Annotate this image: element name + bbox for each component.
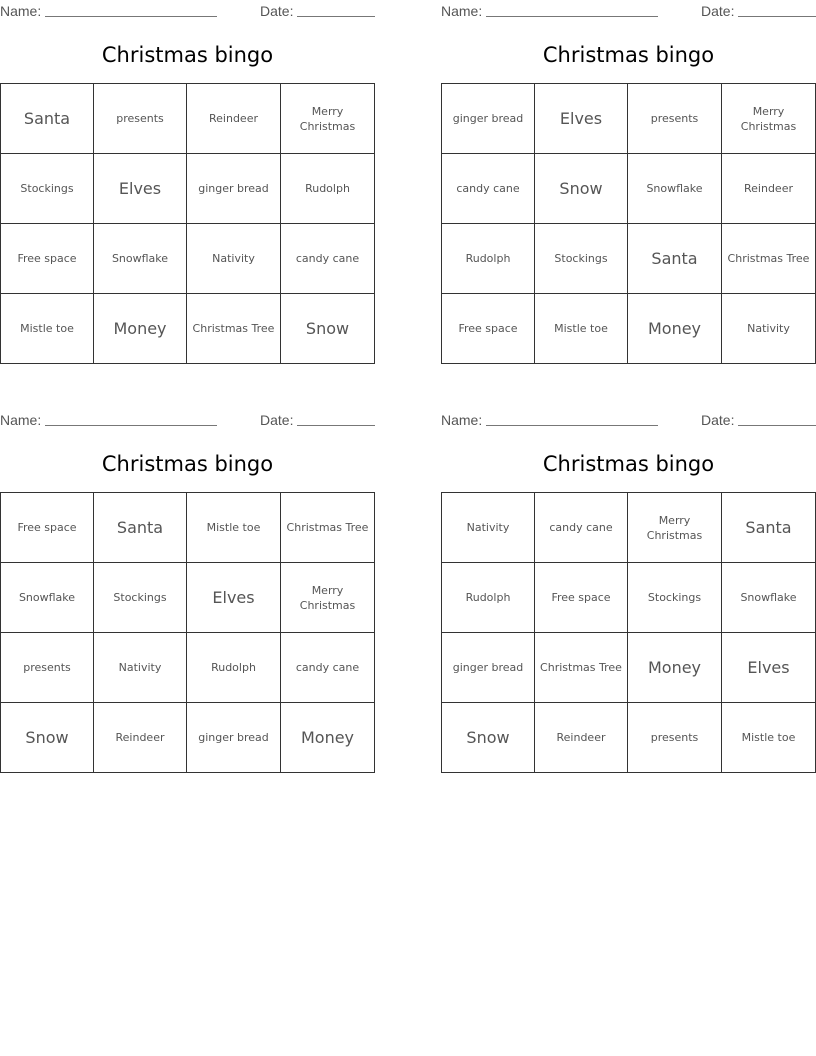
bingo-cell: Christmas Tree (281, 493, 375, 563)
bingo-cell: Snowflake (628, 154, 722, 224)
date-blank-line (738, 16, 816, 17)
date-blank-line (297, 16, 375, 17)
bingo-cell: Free space (1, 493, 94, 563)
bingo-cell: Merry Christmas (722, 84, 816, 154)
bingo-cell: Rudolph (187, 633, 281, 703)
bingo-cell: Snowflake (722, 563, 816, 633)
bingo-cell: Stockings (1, 154, 94, 224)
bingo-cell: Christmas Tree (535, 633, 628, 703)
bingo-cell: ginger bread (442, 84, 535, 154)
bingo-cell: ginger bread (187, 703, 281, 773)
bingo-cell: presents (94, 84, 187, 154)
bingo-card-3 (0, 409, 375, 773)
bingo-cell: Merry Christmas (628, 493, 722, 563)
bingo-cell: Reindeer (722, 154, 816, 224)
bingo-cell: Merry Christmas (281, 84, 375, 154)
bingo-cell: Rudolph (281, 154, 375, 224)
card-title: Christmas bingo (542, 452, 715, 476)
bingo-cell: Money (94, 294, 187, 364)
name-blank-line (45, 16, 217, 17)
name-label: Name: (441, 3, 483, 19)
card-title: Christmas bingo (542, 43, 715, 67)
bingo-cell: candy cane (281, 224, 375, 294)
date-blank-line (738, 425, 816, 426)
bingo-cell: Santa (94, 493, 187, 563)
bingo-cell: presents (1, 633, 94, 703)
bingo-cell: Elves (535, 84, 628, 154)
bingo-cell: Free space (1, 224, 94, 294)
bingo-cell: Money (628, 633, 722, 703)
bingo-cell: Snowflake (94, 224, 187, 294)
bingo-cell: presents (628, 84, 722, 154)
bingo-card-2 (441, 0, 816, 364)
name-blank-line (486, 16, 658, 17)
bingo-cell: candy cane (281, 633, 375, 703)
bingo-cell: Money (281, 703, 375, 773)
bingo-cell: Rudolph (442, 563, 535, 633)
bingo-cell: Christmas Tree (187, 294, 281, 364)
date-label: Date: (260, 412, 294, 428)
bingo-cell: Snow (442, 703, 535, 773)
bingo-cell: Mistle toe (722, 703, 816, 773)
bingo-cell: Mistle toe (187, 493, 281, 563)
bingo-cell: Reindeer (535, 703, 628, 773)
bingo-cell: Mistle toe (1, 294, 94, 364)
bingo-cell: candy cane (442, 154, 535, 224)
bingo-cell: Nativity (187, 224, 281, 294)
date-label: Date: (260, 3, 294, 19)
bingo-cell: Nativity (442, 493, 535, 563)
name-label: Name: (0, 412, 42, 428)
bingo-cell: Stockings (94, 563, 187, 633)
bingo-cell: Snow (1, 703, 94, 773)
date-blank-line (297, 425, 375, 426)
bingo-cell: Reindeer (187, 84, 281, 154)
bingo-cell: Snowflake (1, 563, 94, 633)
bingo-card-4 (441, 409, 816, 773)
bingo-cell: Elves (187, 563, 281, 633)
bingo-cell: ginger bread (187, 154, 281, 224)
bingo-cell: Rudolph (442, 224, 535, 294)
date-label: Date: (701, 3, 735, 19)
bingo-cell: candy cane (535, 493, 628, 563)
bingo-grid (0, 83, 375, 364)
bingo-cell: presents (628, 703, 722, 773)
name-label: Name: (441, 412, 483, 428)
bingo-grid (441, 492, 816, 773)
date-label: Date: (701, 412, 735, 428)
bingo-cell: Free space (535, 563, 628, 633)
bingo-cell: Merry Christmas (281, 563, 375, 633)
name-date-line (441, 409, 816, 431)
bingo-cell: Snow (281, 294, 375, 364)
bingo-card-1 (0, 0, 375, 364)
bingo-grid (0, 492, 375, 773)
name-blank-line (486, 425, 658, 426)
bingo-cell: Santa (722, 493, 816, 563)
bingo-cell: Stockings (628, 563, 722, 633)
bingo-grid (441, 83, 816, 364)
bingo-cell: Nativity (94, 633, 187, 703)
card-title: Christmas bingo (101, 43, 274, 67)
name-date-line (0, 0, 375, 22)
bingo-cell: ginger bread (442, 633, 535, 703)
bingo-cell: Christmas Tree (722, 224, 816, 294)
card-title: Christmas bingo (101, 452, 274, 476)
bingo-cell: Snow (535, 154, 628, 224)
name-date-line (0, 409, 375, 431)
bingo-cell: Money (628, 294, 722, 364)
bingo-cell: Santa (1, 84, 94, 154)
name-label: Name: (0, 3, 42, 19)
name-blank-line (45, 425, 217, 426)
bingo-cell: Nativity (722, 294, 816, 364)
bingo-cell: Free space (442, 294, 535, 364)
bingo-cell: Stockings (535, 224, 628, 294)
bingo-cell: Elves (722, 633, 816, 703)
bingo-cell: Reindeer (94, 703, 187, 773)
bingo-cell: Santa (628, 224, 722, 294)
name-date-line (441, 0, 816, 22)
bingo-cell: Elves (94, 154, 187, 224)
bingo-cell: Mistle toe (535, 294, 628, 364)
